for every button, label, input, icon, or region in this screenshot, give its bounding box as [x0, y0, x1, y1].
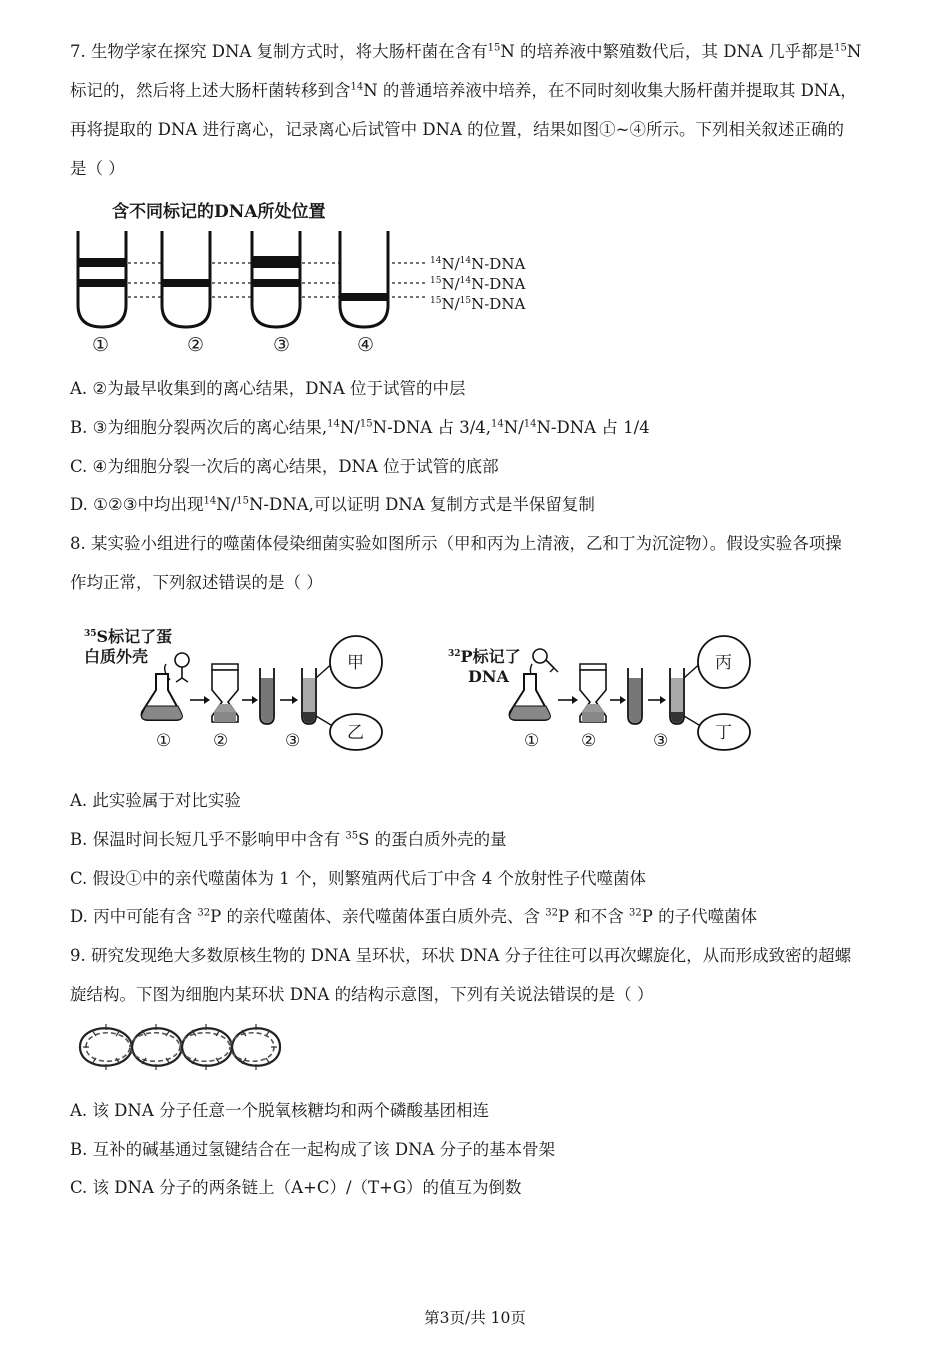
q7-stem-line-3: 再将提取的 DNA 进行离心，记录离心后试管中 DNA 的位置，结果如图①~④所示。下列相关叙述正确的 — [70, 120, 844, 139]
step-1: ① — [156, 731, 172, 751]
q9-number: 9. — [70, 946, 86, 965]
centrifuge-tubes-figure — [70, 193, 540, 361]
tube-number-1: ① — [92, 334, 110, 356]
step-1: ① — [524, 731, 540, 751]
yi-label: 乙 — [347, 723, 364, 743]
p32-label-2: DNA — [468, 667, 509, 686]
q8-stem-line-1: 8. 某实验小组进行的噬菌体侵染细菌实验如图所示（甲和丙为上清液，乙和丁为沉淀物）。假设实验各项操 — [70, 534, 842, 553]
q8-option-c: C. 假设①中的亲代噬菌体为 1 个，则繁殖两代后丁中含 4 个放射性子代噬菌体 — [70, 869, 647, 888]
jia-label: 甲 — [347, 653, 364, 673]
s35-label-2: 白质外壳 — [84, 647, 149, 666]
p32-label: $^{32}$P标记了 — [448, 647, 521, 666]
tube-1 — [78, 231, 126, 327]
phage-experiment-figure — [80, 620, 760, 760]
q7-stem-line-2: 标记的，然后将上述大肠杆菌转移到含$^{14}$N 的普通培养液中培养，在不同时刻收集大肠杆菌并提取其 DNA， — [70, 81, 857, 100]
left-experiment — [84, 627, 382, 751]
s35-label: $^{35}$S标记了蛋 — [84, 627, 173, 646]
label-15n-15n: $^{15}$N/$^{15}$N-DNA — [430, 295, 526, 313]
supercoiled-dna-figure — [72, 1014, 288, 1080]
phage-icon — [533, 649, 558, 672]
blender-icon — [580, 664, 606, 722]
q8-option-a: A. 此实验属于对比实验 — [70, 791, 241, 810]
step-3: ③ — [653, 731, 669, 751]
label-14n-14n: $^{14}$N/$^{14}$N-DNA — [430, 255, 526, 273]
dna-base-pairs — [83, 1024, 277, 1070]
q7-option-b: B. ③为细胞分裂两次后的离心结果,$^{14}$N/$^{15}$N-DNA 占 3/4,14N/$^{14}$N-DNA 占 1/4 — [70, 418, 650, 437]
flask-icon — [510, 674, 551, 720]
q7-stem-line-4: 是（ ） — [70, 159, 125, 178]
q9-option-a: A. 该 DNA 分子任意一个脱氧核糖均和两个磷酸基团相连 — [70, 1101, 489, 1120]
step-2: ② — [581, 731, 597, 751]
ding-label: 丁 — [715, 723, 732, 743]
q9-option-b: B. 互补的碱基通过氢键结合在一起构成了该 DNA 分子的基本骨架 — [70, 1140, 556, 1159]
tube-number-4: ④ — [357, 334, 375, 356]
flask-icon — [142, 674, 183, 720]
q7-stem-line-1: 7. 生物学家在探究 DNA 复制方式时，将大肠杆菌在含有$^{15}$N 的培养液中繁殖数代后，其 DNA 几乎都是$^{15}$N — [70, 42, 862, 61]
test-tube-2 — [302, 668, 316, 724]
tube-4 — [340, 231, 388, 327]
q8-number: 8. — [70, 534, 86, 553]
tube-3 — [252, 231, 300, 327]
bing-label: 丙 — [715, 653, 732, 673]
right-experiment — [448, 636, 750, 751]
q7-number: 7. — [70, 42, 86, 61]
page-footer: 第3页/共 10页 — [424, 1309, 526, 1327]
q8-stem-line-2: 作均正常，下列叙述错误的是（ ） — [70, 573, 323, 592]
q9-stem-line-1: 9. 研究发现绝大多数原核生物的 DNA 呈环状，环状 DNA 分子往往可以再次螺旋化，从而形成致密的超螺 — [70, 946, 852, 965]
q9-stem-line-2: 旋结构。下图为细胞内某环状 DNA 的结构示意图，下列有关说法错误的是（ ） — [70, 985, 654, 1004]
q7-option-a: A. ②为最早收集到的离心结果，DNA 位于试管的中层 — [70, 379, 466, 398]
q7-option-d: D. ①②③中均出现$^{14}$N/$^{15}$N-DNA,可以证明 DNA 复制方式是半保留复制 — [70, 495, 595, 514]
step-3: ③ — [285, 731, 301, 751]
q8-option-d: D. 丙中可能有含 $^{32}$P 的亲代噬菌体、亲代噬菌体蛋白质外壳、含 $^{32}$P 和不含 $^{32}$P 的子代噬菌体 — [70, 907, 758, 926]
test-tube-1 — [260, 668, 274, 724]
label-15n-14n: $^{15}$N/$^{14}$N-DNA — [430, 275, 526, 293]
figure-title: 含不同标记的DNA所处位置 — [112, 202, 326, 222]
tube-number-2: ② — [187, 334, 205, 356]
q8-option-b: B. 保温时间长短几乎不影响甲中含有 $^{35}$S 的蛋白质外壳的量 — [70, 830, 507, 849]
step-2: ② — [213, 731, 229, 751]
q9-option-c: C. 该 DNA 分子的两条链上（A+C）/（T+G）的值互为倒数 — [70, 1178, 522, 1197]
phage-icon — [175, 653, 189, 682]
tube-number-3: ③ — [273, 334, 291, 356]
blender-icon — [212, 664, 238, 722]
dna-strand-outer — [80, 1028, 280, 1066]
q7-option-c: C. ④为细胞分裂一次后的离心结果，DNA 位于试管的底部 — [70, 457, 499, 476]
test-tube-1 — [628, 668, 642, 724]
test-tube-2 — [670, 668, 684, 724]
dna-strand-inner — [86, 1033, 274, 1062]
tube-2 — [162, 231, 210, 327]
